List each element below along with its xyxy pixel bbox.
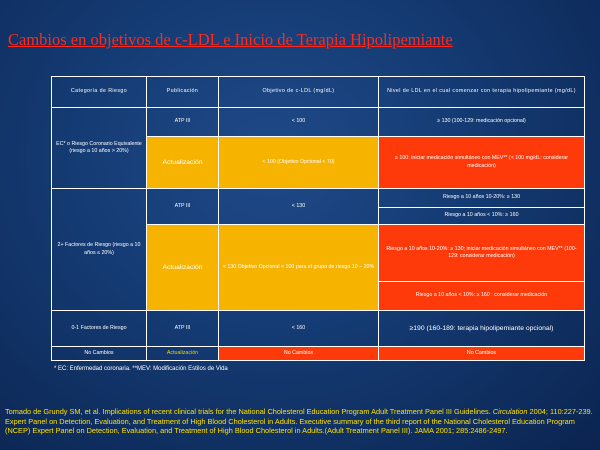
- goal-update-cell: < 100 (Objetivo Opcional < 70): [219, 137, 379, 189]
- risk-category-0-1: 0-1 Factores de Riesgo: [52, 311, 147, 347]
- publication-update-cell: Actualización: [147, 347, 219, 361]
- threshold-update-cell: Riesgo a 10 años 10-20%: ≥ 130; iniciar medicación simultáneo con MEV** (100-129: considerar medicación): [379, 225, 585, 282]
- threshold-cell: Riesgo a 10 años 10-20%: ≥ 130: [379, 189, 585, 208]
- table-row: [52, 189, 585, 208]
- source-text-1: Tomado de Grundy SM, et al. Implications of recent clinical trials for the National Cholesterol Education Program Adult Treatment Panel III Guidelines.: [5, 407, 493, 416]
- header-risk-category: Categoría de Riesgo: [52, 77, 147, 108]
- risk-category-2plus: 2+ Factores de Riesgo (riesgo a 10 años ≤ 20%): [52, 189, 147, 311]
- threshold-update-cell: ≥ 100: iniciar medicación simultáneo con MEV** (< 100 mg/dL: considerar medicación): [379, 137, 585, 189]
- goal-cell: < 160: [219, 311, 379, 347]
- goal-cell: < 100: [219, 108, 379, 137]
- source-text-2: 2004; 110:227-239. Expert Panel on Detection, Evaluation, and Treatment of High Blood Cholesterol in Adults. Executive summary of the third report of the National Cholesterol Education Program (NCEP) Expert Panel on Detection, Evaluation, and Treatment of High Blood Cholesterol in Adults.(Adult Treatment Panel III). JAMA 2001; 285:2486-2497.: [5, 407, 593, 436]
- footnote: * EC: Enfermedad coronaria. **MEV: Modificación Estilos de Vida: [54, 366, 228, 372]
- publication-update-cell: Actualización: [147, 225, 219, 311]
- publication-cell: ATP III: [147, 108, 219, 137]
- goal-update-cell: < 130 Objetivo Opcional < 100 para el grupo de riesgo 10 – 20%: [219, 225, 379, 311]
- goal-update-cell: No Cambios: [219, 347, 379, 361]
- header-publication: Publicación: [147, 77, 219, 108]
- table-row: [52, 311, 585, 347]
- threshold-update-cell: No Cambios: [379, 347, 585, 361]
- threshold-cell: ≥ 130 (100-129: medicación opcional): [379, 108, 585, 137]
- risk-category-chd: EC* o Riesgo Coronario Equivalente (riesgo a 10 años > 20%): [52, 108, 147, 189]
- source-journal: Circulation: [492, 407, 528, 416]
- slide-title: Cambios en objetivos de c-LDL e Inicio de Terapia Hipolipemiante: [8, 30, 453, 49]
- threshold-cell: ≥190 (160-189: terapia hipolipemiante opcional): [379, 311, 585, 347]
- header-ldl-threshold: Nivel de LDL en el cual comenzar con terapia hipolipemiante (mg/dL): [379, 77, 585, 108]
- threshold-cell: Riesgo a 10 años < 10%: ≥ 160: [379, 208, 585, 225]
- table-row: [52, 108, 585, 137]
- header-ldl-goal: Objetivo de c-LDL (mg/dL): [219, 77, 379, 108]
- publication-cell: ATP III: [147, 189, 219, 225]
- ldl-goals-table: [51, 76, 585, 361]
- goal-cell: < 130: [219, 189, 379, 225]
- no-change-category-cell: No Cambios: [52, 347, 147, 361]
- table-row: [52, 347, 585, 361]
- publication-cell: ATP III: [147, 311, 219, 347]
- source-citation: [5, 407, 597, 436]
- table-header-row: [52, 77, 585, 108]
- publication-update-cell: Actualización: [147, 137, 219, 189]
- threshold-update-cell: Riesgo a 10 años < 10%: ≥ 160 : considerar medicación: [379, 282, 585, 311]
